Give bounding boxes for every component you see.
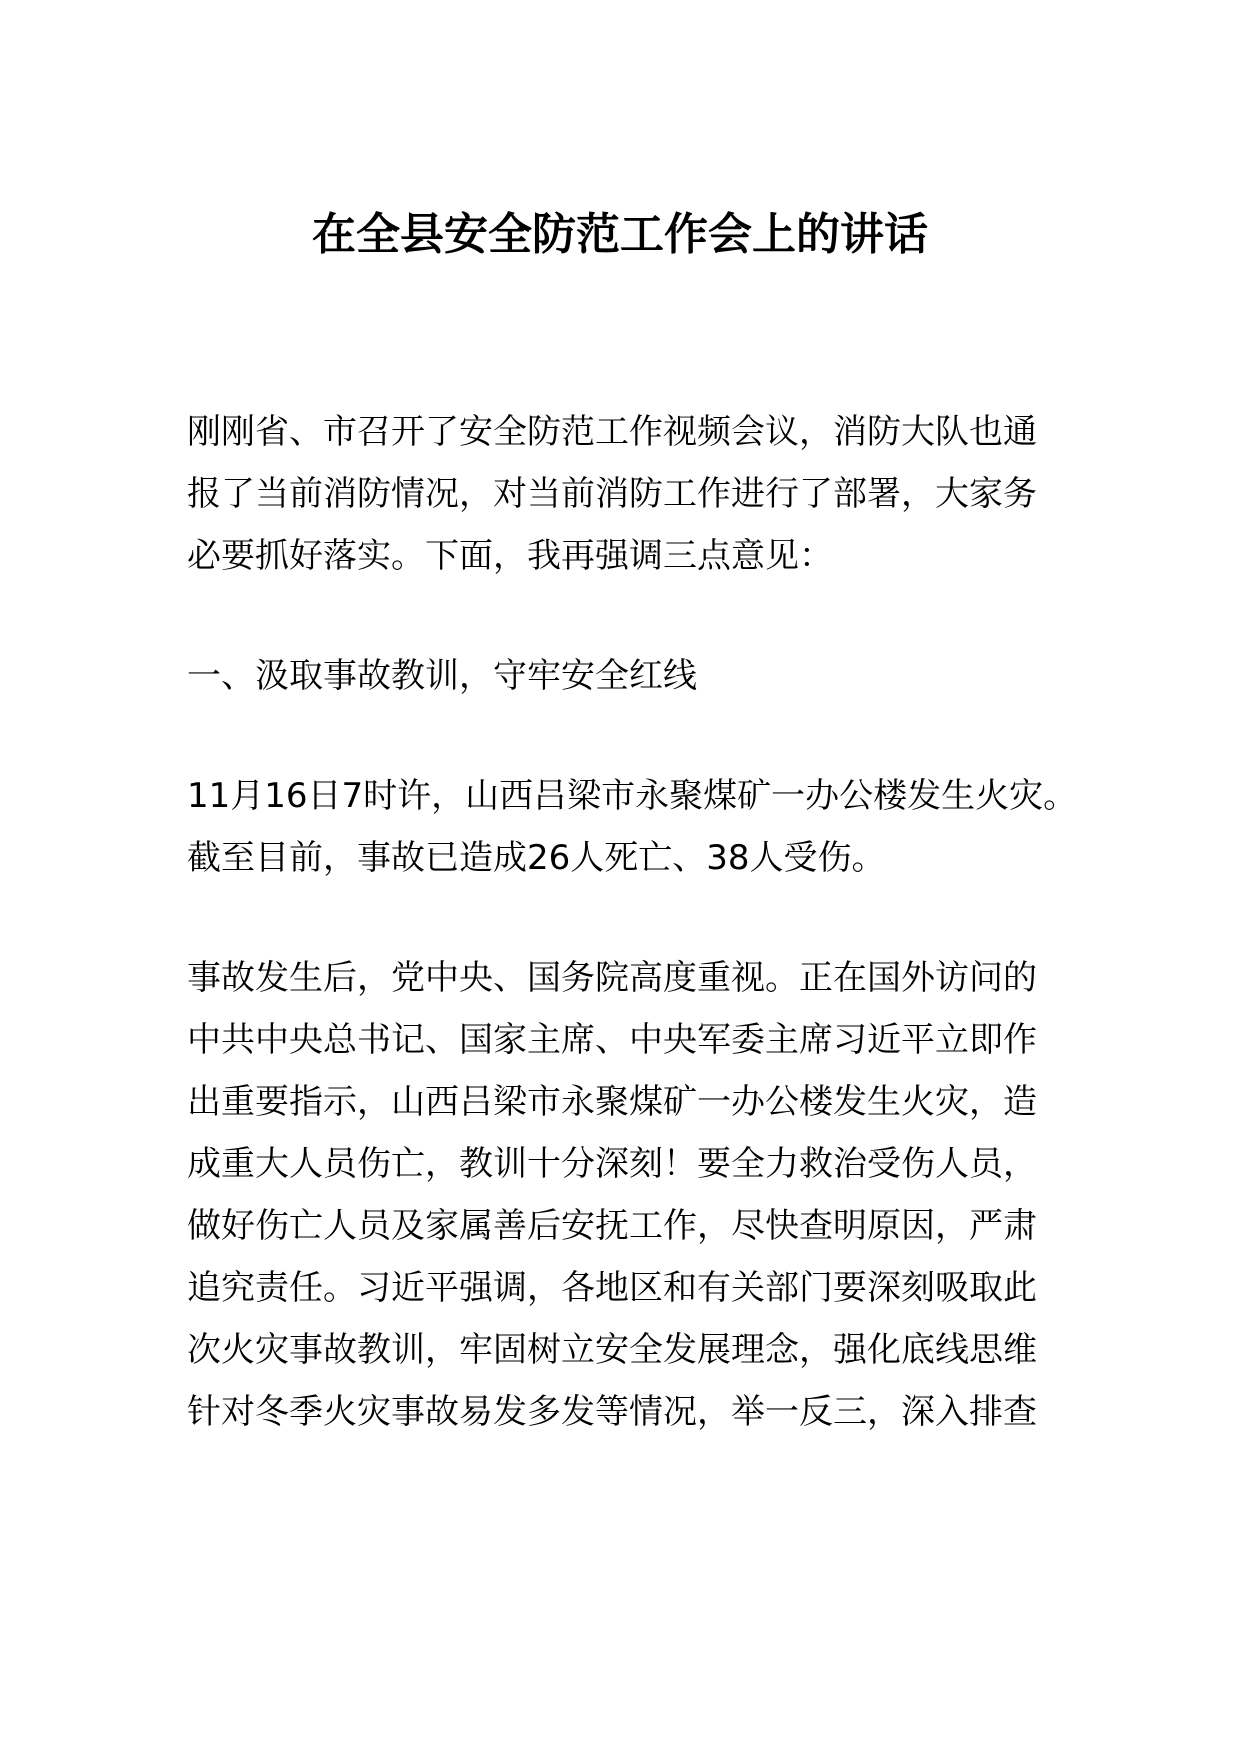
paragraph-2-line-2: 截至目前，事故已造成26人死亡、38人受伤。	[187, 838, 886, 878]
paragraph-1-line-1: 刚刚省、市召开了安全防范工作视频会议，消防大队也通	[187, 412, 1037, 452]
paragraph-3-line-6: 追究责任。习近平强调，各地区和有关部门要深刻吸取此	[187, 1268, 1037, 1308]
paragraph-3-line-7: 次火灾事故教训，牢固树立安全发展理念，强化底线思维	[187, 1330, 1037, 1370]
paragraph-3-line-5: 做好伤亡人员及家属善后安抚工作，尽快查明原因，严肃	[187, 1206, 1037, 1246]
paragraph-1-line-2: 报了当前消防情况，对当前消防工作进行了部署，大家务	[187, 474, 1037, 514]
paragraph-1-line-3: 必要抓好落实。下面，我再强调三点意见：	[187, 536, 833, 576]
document-title: 在全县安全防范工作会上的讲话	[312, 209, 928, 260]
paragraph-3-line-1: 事故发生后，党中央、国务院高度重视。正在国外访问的	[187, 958, 1037, 998]
paragraph-3-line-4: 成重大人员伤亡，教训十分深刻！要全力救治受伤人员，	[187, 1144, 1037, 1184]
paragraph-3-line-2: 中共中央总书记、国家主席、中央军委主席习近平立即作	[187, 1020, 1037, 1060]
paragraph-2-line-1: 11月16日7时许，山西吕梁市永聚煤矿一办公楼发生火灾。	[187, 776, 1078, 816]
paragraph-3-line-3: 出重要指示，山西吕梁市永聚煤矿一办公楼发生火灾，造	[187, 1082, 1037, 1122]
section-heading-1: 一、汲取事故教训，守牢安全红线	[187, 656, 697, 696]
paragraph-3-line-8: 针对冬季火灾事故易发多发等情况，举一反三，深入排查	[187, 1392, 1037, 1432]
